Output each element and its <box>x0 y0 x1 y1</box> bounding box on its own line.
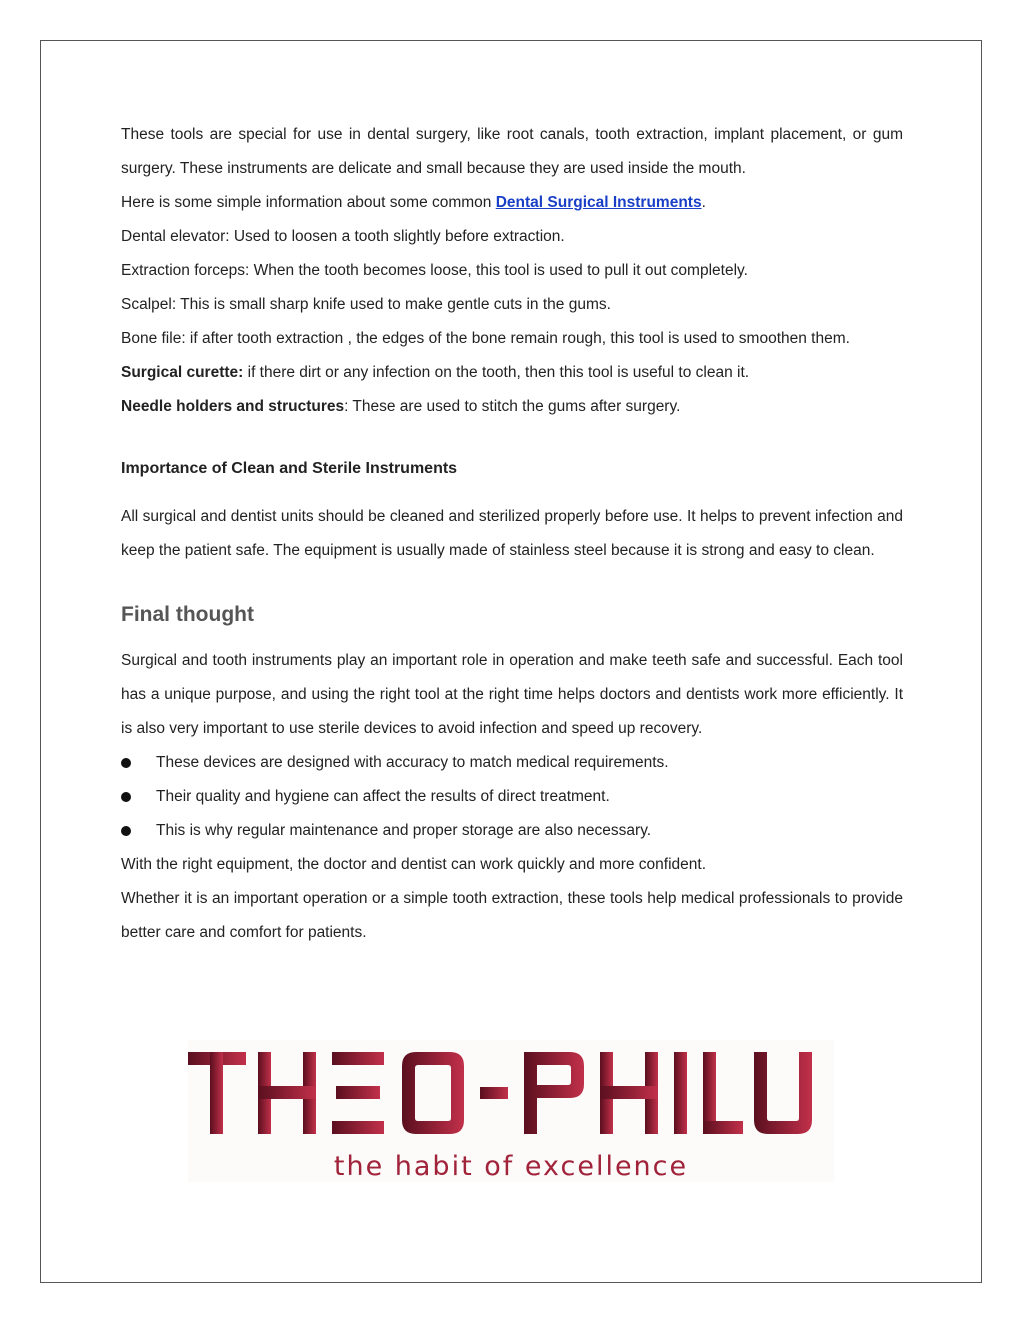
sterile-paragraph: All surgical and dentist units should be cleaned and sterilized properly before use. It helps to prevent infection and keep the patient safe. The equipment is usually made of stainless steel because it is strong and easy to clean. <box>121 508 903 559</box>
document-body <box>121 118 903 950</box>
item-surgical-curette-label: Surgical curette: <box>121 364 244 381</box>
dental-surgical-instruments-link[interactable]: Dental Surgical Instruments <box>495 194 702 211</box>
logo-tagline: the habit of excellence <box>333 1151 689 1182</box>
item-bone-file: Bone file: if after tooth extraction , the edges of the bone remain rough, this tool is used to smoothen them. <box>121 330 850 347</box>
list-item <box>121 780 903 814</box>
closing-line-1: With the right equipment, the doctor and dentist can work quickly and more confident. <box>121 856 707 873</box>
item-surgical-curette <box>121 356 903 390</box>
intro-link-prefix: Here is some simple information about some common <box>121 194 496 211</box>
intro-paragraph: These tools are special for use in dental surgery, like root canals, tooth extraction, implant placement, or gum surgery. These instruments are delicate and small because they are used inside the mouth. <box>121 126 903 177</box>
item-needle-holders <box>121 390 903 424</box>
final-bullet-list <box>121 746 903 848</box>
theo-philus-logo <box>188 1040 834 1182</box>
bullet-text: This is why regular maintenance and proper storage are also necessary. <box>156 822 652 839</box>
item-needle-holders-label: Needle holders and structures <box>121 398 345 415</box>
list-item <box>121 746 903 780</box>
logo-s-letter <box>812 1052 822 1062</box>
closing-line-2: Whether it is an important operation or a simple tooth extraction, these tools help medical professionals to provide better care and comfort for patients. <box>121 890 903 941</box>
bullet-icon <box>121 792 131 802</box>
intro-link-suffix: . <box>701 194 706 211</box>
final-thought-heading: Final thought <box>121 603 254 626</box>
bullet-text: Their quality and hygiene can affect the results of direct treatment. <box>156 788 610 805</box>
list-item <box>121 814 903 848</box>
bullet-text: These devices are designed with accuracy to match medical requirements. <box>156 754 669 771</box>
bullet-icon <box>121 758 131 768</box>
final-paragraph: Surgical and tooth instruments play an important role in operation and make teeth safe and successful. Each tool has a unique purpose, and using the right tool at the right time helps doctors and dentists work more efficiently. It is also very important to use sterile devices to avoid infection and speed up recovery. <box>121 652 903 737</box>
bullet-icon <box>121 826 131 836</box>
item-surgical-curette-text: if there dirt or any infection on the tooth, then this tool is useful to clean it. <box>243 364 750 381</box>
sterile-heading: Importance of Clean and Sterile Instruments <box>121 460 458 477</box>
intro-link-line <box>121 186 903 220</box>
item-needle-holders-text: : These are used to stitch the gums after surgery. <box>344 398 681 415</box>
item-dental-elevator: Dental elevator: Used to loosen a tooth slightly before extraction. <box>121 228 565 245</box>
item-extraction-forceps: Extraction forceps: When the tooth becomes loose, this tool is used to pull it out completely. <box>121 262 748 279</box>
item-scalpel: Scalpel: This is small sharp knife used to make gentle cuts in the gums. <box>121 296 611 313</box>
